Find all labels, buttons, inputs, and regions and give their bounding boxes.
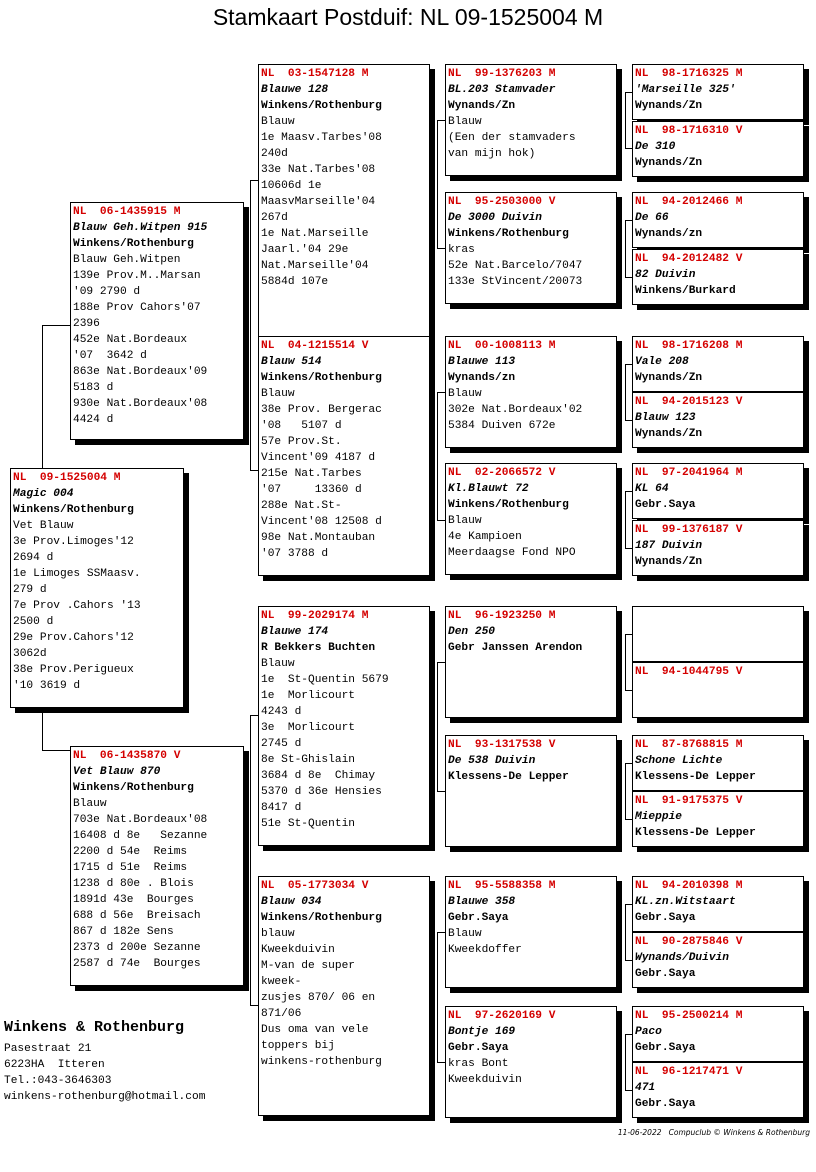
bird-name: Magic 004 [13,488,74,500]
bird-info-line: 267d [261,212,288,224]
pedigree-box [632,735,804,791]
ring-number: NL 97-2041964 M [635,467,743,479]
connector-line [625,92,632,93]
bird-info-line: 2396 [73,318,100,330]
ring-number: NL 05-1773034 V [261,880,369,892]
bird-info-line: 51e St-Quentin [261,818,355,830]
bird-info-line: 57e Prov.St. [261,436,342,448]
bird-owner: Winkens/Rothenburg [73,782,194,794]
connector-line [437,932,445,933]
connector-line [625,364,632,365]
pedigree-box [445,606,617,718]
ring-number: NL 03-1547128 M [261,68,369,80]
pedigree-box [632,64,804,120]
bird-name: Schone Lichte [635,755,723,767]
pedigree-box [632,662,804,718]
bird-owner: R Bekkers Buchten [261,642,376,654]
pedigree-box [258,876,430,1116]
bird-name: De 3000 Duivin [448,212,542,224]
pedigree-box [258,336,430,576]
ring-number: NL 99-1376187 V [635,524,743,536]
bird-info-line: kweek- [261,976,302,988]
pedigree-box [632,336,804,392]
pedigree-box [445,735,617,847]
bird-info-line: 279 d [13,584,47,596]
bird-name: 82 Duivin [635,269,696,281]
bird-info-line: '10 3619 d [13,680,81,692]
bird-name: Mieppie [635,811,682,823]
bird-info-line: 38e Prov. Bergerac [261,404,382,416]
bird-info-line: 3062d [13,648,47,660]
ring-number: NL 87-8768815 M [635,739,743,751]
connector-line [250,470,258,471]
connector-line [250,180,251,470]
bird-owner: Winkens/Rothenburg [448,228,569,240]
bird-owner: Gebr.Saya [635,912,696,924]
connector-line [625,1034,626,1090]
bird-name: Blauw 514 [261,356,322,368]
bird-owner: Winkens/Rothenburg [73,238,194,250]
connector-line [625,420,632,421]
bird-name: Blauw Geh.Witpen 915 [73,222,208,234]
ring-number: NL 96-1923250 M [448,610,556,622]
connector-line [625,364,626,420]
bird-info-line: 10606d 1e [261,180,322,192]
bird-owner: Winkens/Rothenburg [13,504,134,516]
bird-info-line: 2694 d [13,552,54,564]
connector-line [437,662,438,791]
ring-number: NL 90-2875846 V [635,936,743,948]
footer-date: 11-06-2022 [617,1128,662,1137]
ring-number: NL 99-1376203 M [448,68,556,80]
bird-owner: Winkens/Rothenburg [261,100,382,112]
bird-info-line: MaasvMarseille'04 [261,196,376,208]
connector-line [437,1062,445,1063]
breeder-email: winkens-rothenburg@hotmail.com [4,1091,206,1103]
bird-name: 'Marseille 325' [635,84,736,96]
pedigree-box [445,1006,617,1118]
connector-line [437,932,438,1062]
ring-number: NL 95-2503000 V [448,196,556,208]
bird-info-line: Blauw Geh.Witpen [73,254,181,266]
bird-info-line: 1238 d 80e . Blois [73,878,194,890]
bird-owner: Wynands/zn [448,372,516,384]
bird-name: Blauw 123 [635,412,696,424]
bird-info-line: 98e Nat.Montauban [261,532,376,544]
bird-name: Blauw 034 [261,896,322,908]
bird-info-line: 2745 d [261,738,302,750]
bird-info-line: '07 13360 d [261,484,362,496]
bird-info-line: Blauw [261,658,295,670]
bird-info-line: 139e Prov.M..Marsan [73,270,201,282]
connector-line [437,392,445,393]
bird-info-line: Blauw [448,515,482,527]
ring-number: NL 95-2500214 M [635,1010,743,1022]
bird-info-line: 1891d 43e Bourges [73,894,194,906]
bird-info-line: 29e Prov.Cahors'12 [13,632,134,644]
connector-line [625,763,632,764]
bird-owner: Wynands/Zn [635,100,703,112]
ring-number: NL 98-1716310 V [635,125,743,137]
connector-line [437,120,438,248]
bird-owner: Wynands/Zn [635,157,703,169]
bird-info-line: 188e Prov Cahors'07 [73,302,201,314]
bird-info-line: 33e Nat.Tarbes'08 [261,164,376,176]
breeder-phone: Tel.:043-3646303 [4,1075,112,1087]
bird-owner: Wynands/Zn [635,428,703,440]
bird-info-line: Meerdaagse Fond NPO [448,547,576,559]
bird-info-line: zusjes 870/ 06 en [261,992,376,1004]
bird-name: BL.203 Stamvader [448,84,556,96]
connector-line [437,520,445,521]
ring-number: NL 94-2012466 M [635,196,743,208]
bird-info-line: 930e Nat.Bordeaux'08 [73,398,208,410]
connector-line [625,634,632,635]
bird-owner: Gebr.Saya [448,912,509,924]
connector-line [250,715,258,716]
ring-number: NL 99-2029174 M [261,610,369,622]
bird-info-line: kras Bont [448,1058,509,1070]
bird-name: Vet Blauw 870 [73,766,161,778]
bird-info-line: 4e Kampioen [448,531,522,543]
bird-info-line: Nat.Marseille'04 [261,260,369,272]
ring-number: NL 00-1008113 M [448,340,556,352]
ring-number: NL 02-2066572 V [448,467,556,479]
bird-info-line: 5370 d 36e Hensies [261,786,382,798]
connector-line [625,491,626,548]
ring-number: NL 93-1317538 V [448,739,556,751]
bird-info-line: 1e Maasv.Tarbes'08 [261,132,382,144]
connector-line [42,325,43,468]
connector-line [625,148,632,149]
bird-owner: Klessens-De Lepper [635,827,756,839]
bird-info-line: Jaarl.'04 29e [261,244,349,256]
bird-info-line: 38e Prov.Perigueux [13,664,134,676]
pedigree-box [70,202,244,440]
bird-info-line: Kweekdoffer [448,944,522,956]
bird-info-line: winkens-rothenburg [261,1056,382,1068]
breeder-street: Pasestraat 21 [4,1043,92,1055]
bird-name: 187 Duivin [635,540,703,552]
bird-name: Blauwe 174 [261,626,329,638]
bird-owner: Wynands/Zn [635,372,703,384]
bird-info-line: Blauw [448,116,482,128]
ring-number: NL 94-2012482 V [635,253,743,265]
connector-line [437,791,445,792]
breeder-address [4,1018,205,1105]
bird-info-line: Blauw [448,928,482,940]
connector-line [625,277,632,278]
pedigree-box [632,932,804,988]
bird-owner: Wynands/zn [635,228,703,240]
bird-info-line: 8e St-Ghislain [261,754,355,766]
bird-info-line: Vet Blauw [13,520,74,532]
pedigree-box [632,606,804,662]
bird-info-line: 240d [261,148,288,160]
bird-info-line: 1e Limoges SSMaasv. [13,568,141,580]
bird-info-line: Blauw [448,388,482,400]
bird-owner: Gebr Janssen Arendon [448,642,583,654]
pedigree-box [632,121,804,177]
bird-info-line: 16408 d 8e Sezanne [73,830,208,842]
connector-line [250,715,251,1005]
bird-name: Paco [635,1026,662,1038]
pedigree-box [632,876,804,932]
connector-line [437,248,445,249]
connector-line [625,220,632,221]
pedigree-box [10,468,184,708]
bird-info-line: '07 3788 d [261,548,329,560]
bird-info-line: 871/06 [261,1008,302,1020]
bird-info-line: 867 d 182e Sens [73,926,174,938]
bird-info-line: Blauw [261,116,295,128]
breeder-city: 6223HA Itteren [4,1059,105,1071]
bird-name: 471 [635,1082,656,1094]
bird-info-line: 5384 Duiven 672e [448,420,556,432]
connector-line [437,392,438,520]
connector-line [625,690,632,691]
bird-info-line: 5183 d [73,382,114,394]
bird-name: De 310 [635,141,676,153]
pedigree-box [632,463,804,519]
pedigree-box [445,336,617,448]
bird-info-line: 4424 d [73,414,114,426]
bird-owner: Klessens-De Lepper [448,771,569,783]
connector-line [625,548,632,549]
pedigree-box [445,64,617,176]
connector-line [625,1090,632,1091]
pedigree-box [445,876,617,988]
bird-info-line: kras [448,244,475,256]
connector-line [625,819,632,820]
bird-info-line: 288e Nat.St- [261,500,342,512]
bird-info-line: 863e Nat.Bordeaux'09 [73,366,208,378]
bird-info-line: '09 2790 d [73,286,141,298]
bird-info-line: 8417 d [261,802,302,814]
bird-info-line: 688 d 56e Breisach [73,910,201,922]
bird-info-line: 3684 d 8e Chimay [261,770,376,782]
bird-name: Blauwe 358 [448,896,516,908]
pedigree-box [70,746,244,986]
bird-info-line: 1e St-Quentin 5679 [261,674,389,686]
bird-info-line: 452e Nat.Bordeaux [73,334,188,346]
bird-info-line: 3e Prov.Limoges'12 [13,536,134,548]
bird-name: Vale 208 [635,356,689,368]
bird-owner: Gebr.Saya [635,499,696,511]
ring-number: NL 94-1044795 V [635,666,743,678]
ring-number: NL 06-1435870 V [73,750,181,762]
ring-number: NL 98-1716325 M [635,68,743,80]
bird-info-line: M-van de super [261,960,355,972]
footer [618,1128,810,1137]
bird-info-line: 1e Nat.Marseille [261,228,369,240]
connector-line [625,960,632,961]
bird-info-line: Vincent'08 12508 d [261,516,382,528]
pedigree-box [632,1006,804,1062]
bird-owner: Winkens/Rothenburg [261,372,382,384]
bird-info-line: Blauw [73,798,107,810]
bird-owner: Wynands/Zn [635,556,703,568]
pedigree-box [632,791,804,847]
connector-line [437,120,445,121]
pedigree-box [632,392,804,448]
pedigree-box [632,520,804,576]
bird-owner: Winkens/Rothenburg [448,499,569,511]
pedigree-box [258,606,430,846]
bird-info-line: 1e Morlicourt [261,690,355,702]
bird-info-line: 215e Nat.Tarbes [261,468,362,480]
connector-line [625,634,626,690]
bird-info-line: 302e Nat.Bordeaux'02 [448,404,583,416]
ring-number: NL 97-2620169 V [448,1010,556,1022]
connector-line [625,491,632,492]
bird-info-line: 703e Nat.Bordeaux'08 [73,814,208,826]
bird-name: Wynands/Duivin [635,952,729,964]
bird-info-line: van mijn hok) [448,148,536,160]
bird-info-line: Dus oma van vele [261,1024,369,1036]
bird-owner: Gebr.Saya [448,1042,509,1054]
connector-line [625,220,626,277]
ring-number: NL 98-1716208 M [635,340,743,352]
bird-owner: Gebr.Saya [635,1098,696,1110]
bird-info-line: 2373 d 200e Sezanne [73,942,201,954]
bird-info-line: 3e Morlicourt [261,722,355,734]
connector-line [437,662,445,663]
bird-info-line: 133e StVincent/20073 [448,276,583,288]
connector-line [625,763,626,819]
bird-info-line: '07 3642 d [73,350,147,362]
bird-name: KL.zn.Witstaart [635,896,736,908]
footer-credit: Compuclub © Winkens & Rothenburg [668,1128,810,1137]
connector-line [42,750,70,751]
connector-line [250,1005,258,1006]
bird-owner: Winkens/Burkard [635,285,736,297]
bird-owner: Wynands/Zn [448,100,516,112]
bird-info-line: Kweekduivin [448,1074,522,1086]
bird-name: Bontje 169 [448,1026,516,1038]
pedigree-box [445,192,617,304]
bird-info-line: 1715 d 51e Reims [73,862,188,874]
bird-name: Den 250 [448,626,495,638]
ring-number: NL 09-1525004 M [13,472,121,484]
connector-line [42,708,43,750]
ring-number: NL 91-9175375 V [635,795,743,807]
connector-line [625,904,632,905]
bird-name: De 538 Duivin [448,755,536,767]
pedigree-box [632,1062,804,1118]
ring-number: NL 04-1215514 V [261,340,369,352]
bird-info-line: blauw [261,928,295,940]
bird-owner: Klessens-De Lepper [635,771,756,783]
bird-info-line: 4243 d [261,706,302,718]
bird-info-line: 2500 d [13,616,54,628]
connector-line [42,325,70,326]
bird-name: Kl.Blauwt 72 [448,483,529,495]
page-title: Stamkaart Postduif: NL 09-1525004 M [212,4,604,30]
connector-line [250,180,258,181]
bird-owner: Gebr.Saya [635,1042,696,1054]
bird-info-line: Vincent'09 4187 d [261,452,376,464]
pedigree-box [632,192,804,248]
pedigree-box [632,249,804,305]
ring-number: NL 95-5588358 M [448,880,556,892]
connector-line [625,1034,632,1035]
bird-info-line: 5884d 107e [261,276,329,288]
ring-number: NL 96-1217471 V [635,1066,743,1078]
bird-info-line: 2587 d 74e Bourges [73,958,201,970]
bird-info-line: 52e Nat.Barcelo/7047 [448,260,583,272]
ring-number: NL 94-2015123 V [635,396,743,408]
bird-info-line: Blauw [261,388,295,400]
connector-line [625,92,626,148]
bird-owner: Winkens/Rothenburg [261,912,382,924]
breeder-name: Winkens & Rothenburg [4,1019,185,1036]
bird-info-line: (Een der stamvaders [448,132,576,144]
bird-info-line: 7e Prov .Cahors '13 [13,600,141,612]
bird-name: Blauwe 113 [448,356,516,368]
bird-info-line: Kweekduivin [261,944,335,956]
bird-name: Blauwe 128 [261,84,329,96]
pedigree-box [445,463,617,575]
bird-owner: Gebr.Saya [635,968,696,980]
connector-line [625,904,626,960]
bird-name: De 66 [635,212,669,224]
bird-info-line: '08 5107 d [261,420,342,432]
bird-info-line: 2200 d 54e Reims [73,846,188,858]
ring-number: NL 06-1435915 M [73,206,181,218]
bird-name: KL 64 [635,483,669,495]
ring-number: NL 94-2010398 M [635,880,743,892]
bird-info-line: toppers bij [261,1040,335,1052]
